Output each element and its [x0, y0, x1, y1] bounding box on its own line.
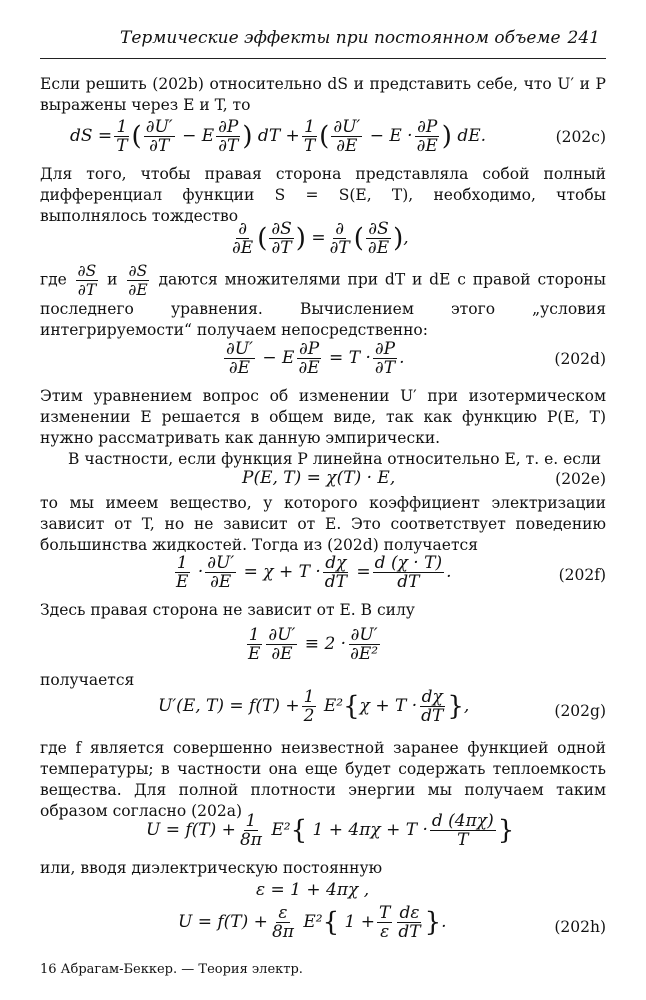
- paragraph-9: где f является совершенно неизвестной заранее функцией одной температуры; в частности она еще будет содержать теплоемкость вещества. Для полной плотности энергии мы получаем таким образом согласно (202a): [40, 739, 606, 820]
- eqno-202f: (202f): [558, 566, 606, 584]
- equation-since: $\frac{1}{E}$ $\frac{\partial U'}{\partial E}$ ≡ 2 · $\frac{\partial U'}{\text{∂E²}}$: [248, 625, 379, 664]
- paragraph-8: получается: [40, 671, 135, 689]
- equation-202d: $\frac{\partial U'}{\partial E}$ − E $\frac{\partial P}{\partial E}$ = T · $\frac{\partial P}{\partial T}$ .: [226, 339, 405, 378]
- equation-202h: U = f(T) + $\frac{\varepsilon}{8\pi}$ E²{ 1 + $\frac{T}{\varepsilon}$ $\frac{d\varepsilon}{dT}$ }.: [178, 903, 447, 942]
- eqno-202g: (202g): [554, 702, 606, 720]
- eqno-202e: (202e): [555, 470, 606, 488]
- eqno-202c: (202c): [555, 128, 606, 146]
- paragraph-1: Если решить (202b) относительно dS и представить себе, что U′ и P выражены через E и T, то: [40, 75, 606, 114]
- paragraph-3: где $\frac{\partial S}{\partial T}$ и $\frac{\partial S}{\partial E}$ даются множителями при dT и dE с правой стороны последнего уравнения. Вычислением этого „условия интегрируемости“ получаем непосредственно:: [40, 262, 606, 339]
- paragraph-5: В частности, если функция P линейна относительно E, т. е. если: [68, 450, 602, 468]
- equation-epsilon: ε = 1 + 4πχ ,: [256, 880, 370, 900]
- equation-202g: U′(E, T) = f(T) + $\frac{1}{2}$ E²{χ + T · $\frac{d\chi}{dT}$ },: [158, 687, 470, 726]
- running-header: [120, 28, 600, 48]
- paragraph-10: или, вводя диэлектрическую постоянную: [40, 859, 383, 877]
- paragraph-2: Для того, чтобы правая сторона представляла собой полный дифференциал функции S = S(E, T), необходимо, чтобы выполнялось тождество: [40, 165, 606, 225]
- paragraph-7: Здесь правая сторона не зависит от E. В силу: [40, 601, 415, 619]
- page-number: 241: [567, 28, 600, 48]
- header-title: Термические эффекты при постоянном объеме: [120, 28, 561, 48]
- equation-202f: $\frac{1}{E}$ · $\frac{\partial U'}{\partial E}$ = χ + T · $\frac{d\chi}{dT}$ = $\frac{d (\chi \cdot T)}{dT}$ .: [176, 553, 452, 592]
- header-rule: [40, 58, 606, 59]
- paragraph-4: Этим уравнением вопрос об изменении U′ при изотермическом изменении E решается в общем виде, так как функцию P(E, T) нужно рассматривать как данную эмпирически.: [40, 387, 606, 447]
- eqno-202h: (202h): [554, 918, 606, 936]
- eqno-202d: (202d): [554, 350, 606, 368]
- equation-202c: dS = $\frac{1}{T}$ ( $\frac{\partial U'}{\partial T}$ − E $\frac{\partial P}{\partial T}$ ) dT + $\frac{1}{T}$ ( $\frac{\partial U'}{\partial E}$ − E · $\frac{\partial P}{\partial E}$ ) dE.: [70, 117, 487, 156]
- footer-signature: 16 Абрагам-Беккер. — Теория электр.: [40, 962, 303, 977]
- equation-202e: P(E, T) = χ(T) · E,: [242, 468, 396, 488]
- paragraph-6: то мы имеем вещество, у которого коэффициент электризации зависит от T, но не зависит от E. Это соответствует поведению большинства жидкостей. Тогда из (202d) получается: [40, 494, 606, 554]
- equation-energy: U = f(T) + $\frac{1}{8\pi}$ E²{ 1 + 4πχ + T · $\frac{d (4\pi\chi)}{T}$ }: [146, 811, 515, 850]
- equation-identity: $\frac{\partial}{\partial E}$ ( $\frac{\partial S}{\partial T}$ ) = $\frac{\partial}{\partial T}$ ( $\frac{\partial S}{\partial E}$ ),: [232, 219, 409, 258]
